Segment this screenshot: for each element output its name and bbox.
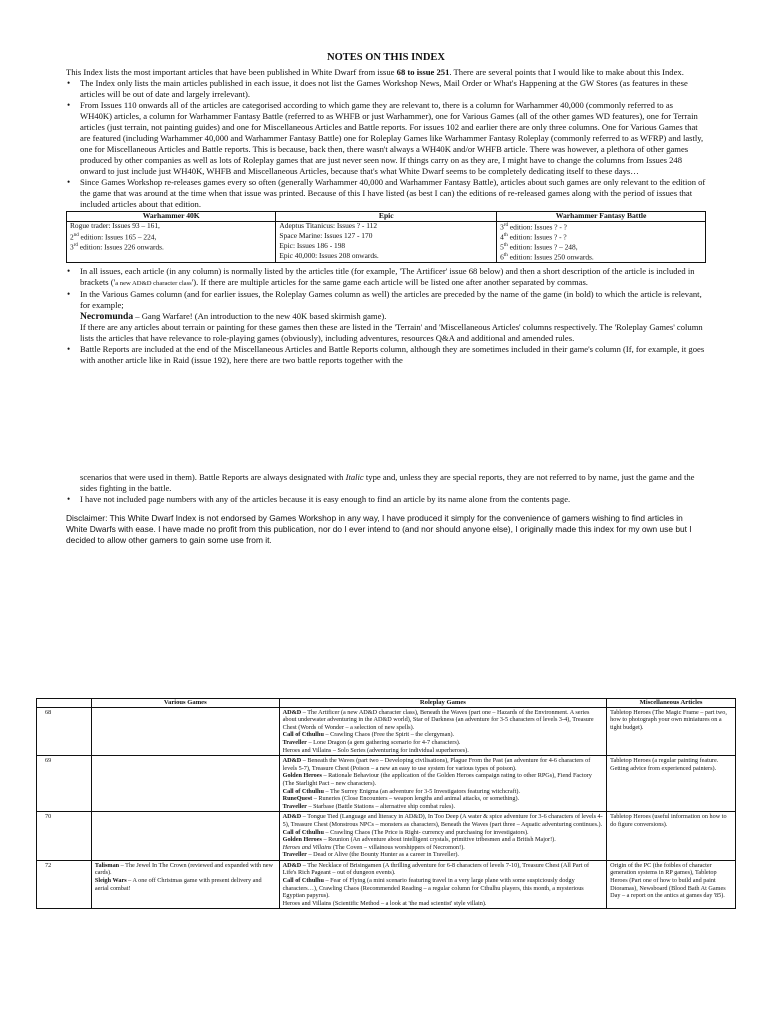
misc-articles: Tabletop Heroes (useful information on how to do figure conversions). — [607, 812, 736, 861]
game-name: Talisman — [94, 861, 120, 869]
edition-ordinal: rd — [73, 242, 78, 248]
bullet-index-scope: • The Index only lists the main articles published in each issue, it does not list the Games Workshop News, Mail Order or What's Happening at the GW Stores (as features in these articles will be out of date and largely irrelevant). — [66, 78, 706, 100]
notes-list-2 — [66, 266, 706, 311]
index-header: Various Games — [91, 699, 279, 708]
editions-row — [67, 221, 706, 232]
misc-articles: Tabletop Heroes (The Magic Frame – part two, how to photograph your own miniatures on a tight budget). — [607, 707, 736, 756]
index-entry: Talisman – The Jewel In The Crown (reviewed and expanded with new cards). — [94, 861, 274, 877]
edition-cell: Epic 40,000: Issues 208 onwards. — [276, 252, 497, 263]
edition-cell: Space Marine: Issues 127 - 170 — [276, 232, 497, 242]
index-table — [36, 698, 736, 909]
intro-paragraph: This Index lists the most important articles that have been published in White Dwarf from issue 68 to issue 251. There are several points that I would like to make about this Index. — [66, 67, 684, 77]
issue-range: 68 to issue 251 — [396, 67, 450, 77]
game-name: Golden Heroes — [282, 836, 322, 844]
index-entry: Sleigh Wars – A one off Christmas game with present delivery and aerial combat! — [94, 877, 262, 892]
bullet-editions: • Since Games Workshop re-releases games every so often (generally Warhammer 40,000 and Warhammer Fantasy Battle), articles about such games are only relevant to the edition of the game that was around at the time when that issue was printed. Because of this I have listed (as best I can) the editions of re-released games along with the period of issues that included articles about that edition. — [66, 177, 706, 210]
index-entry: Golden Heroes – Rationale Behaviour (the application of the Golden Heroes campaign rating to other RPGs), Fiend Factory (The Starlight Pact – new characters). — [282, 772, 592, 787]
game-name: Sleigh Wars — [94, 877, 127, 885]
game-name: Call of Cthulhu — [282, 877, 324, 885]
edition-cell: 3rd edition: Issues 226 onwards. — [67, 242, 276, 252]
edition-ordinal: th — [503, 242, 508, 248]
index-entry: Call of Cthulhu – Crawling Chaos (The Price is Right- currency and purchasing for investigators). — [282, 828, 529, 836]
game-name: Call of Cthulhu — [282, 787, 324, 795]
index-entry: Traveller – Starbase (Battle Stations – alternative ship combat rules). — [282, 802, 456, 810]
index-entry: Traveller – Lone Dragon (a gem gathering scenario for 4-7 characters). — [282, 738, 461, 746]
bullet-page-numbers: • I have not included page numbers with any of the articles because it is easy enough to find an article by its name alone from the contents page. — [66, 494, 706, 505]
game-name: AD&D — [282, 708, 302, 716]
misc-articles: Tabletop Heroes (a regular painting feature. Getting advice from experienced painters). — [607, 756, 736, 812]
edition-cell: 3rd edition: Issues ? - ? — [497, 221, 706, 232]
index-cell — [91, 707, 279, 756]
game-name: Traveller — [282, 802, 307, 810]
table-row — [37, 707, 736, 756]
game-name: Golden Heroes — [282, 772, 322, 780]
index-cell — [279, 707, 606, 756]
game-name: Traveller — [282, 851, 307, 859]
editions-row — [67, 232, 706, 242]
editions-header: Warhammer 40K — [67, 212, 276, 222]
edition-cell: 4th edition: Issues ? - ? — [497, 232, 706, 242]
notes-section — [66, 52, 706, 546]
issue-number: 72 — [37, 860, 92, 909]
index-cell — [91, 756, 279, 812]
table-row — [37, 756, 736, 812]
table-row — [37, 812, 736, 861]
edition-cell: 2nd edition: Issues 165 – 224, — [67, 232, 276, 242]
game-name: AD&D — [282, 757, 302, 765]
index-cell — [279, 756, 606, 812]
edition-cell: 5th edition: Issues ? – 248, — [497, 242, 706, 252]
battle-report-name: Heroes and Villains — [282, 843, 332, 851]
index-header: Roleplay Games — [279, 699, 606, 708]
index-entry: Golden Heroes – Reunion (An adventure about intelligent crystals, primitive tribesmen and a British Major!). — [282, 836, 556, 844]
game-name: AD&D — [282, 861, 302, 869]
index-entry: Call of Cthulhu – Crawling Chaos (Free the Spirit – the clergyman). — [282, 731, 455, 739]
terrain-note: If there are any articles about terrain or painting for these games then these are listed in the 'Terrain' and 'Miscellaneous Articles' columns respectively. The 'Roleplay Games' column lists the articles that have relevance to role-playing games (obviously), including adventures, resources Q&A and additional and amended rules. — [80, 321, 703, 343]
bullet-various-games: • In the Various Games column (and for earlier issues, the Roleplay Games column as well) the articles are preceded by the name of the game (in bold) to which the article is relevant, for example; — [66, 289, 706, 311]
edition-cell: Epic: Issues 186 - 198 — [276, 242, 497, 252]
edition-cell: Rogue trader: Issues 93 – 161, — [67, 221, 276, 232]
index-entry: AD&D – Beneath the Waves (part two – Developing civilisations), Plague From the Past (an adventure for 4-6 characters of levels 5-7), Treasure Chest (Poison – a new an easy to use system for various types of poison). — [282, 757, 591, 772]
index-entry: Heroes and Villains – Solo Series (adventuring for individual superheroes). — [282, 746, 469, 754]
index-entry: AD&D – Tongue Tied (Language and literacy in AD&D), In Too Deep (A water & spice adventure for 3-6 characters of levels 4-5), Treasure Chest (Monstrous NPCs – monsters as characters), Beneath the Waves (part three – Aquatic adventuring continues.). — [282, 813, 603, 828]
editions-header: Epic — [276, 212, 497, 222]
bullet-titles: • In all issues, each article (in any column) is normally listed by the articles title (for example, 'The Artificer' issue 68 below) and then a short description of the article is included in brackets ('a new AD&D character class'). If there are multiple articles for the same game each article will be listed one after another separated by commas. — [66, 266, 706, 289]
issue-number: 69 — [37, 756, 92, 812]
game-name: Call of Cthulhu — [282, 731, 324, 739]
index-header — [37, 699, 92, 708]
game-name: AD&D — [282, 813, 302, 821]
battle-reports-continued: scenarios that were used in them). Battle Reports are always designated with Italic type and, unless they are special reports, they are not referred to by name, just the game and the sides fighting in the battle. — [80, 471, 695, 493]
index-cell — [91, 860, 279, 909]
index-cell — [91, 812, 279, 861]
edition-ordinal: th — [503, 232, 508, 238]
edition-cell: 6th edition: Issues 250 onwards. — [497, 252, 706, 263]
index-cell — [279, 860, 606, 909]
issue-number: 70 — [37, 812, 92, 861]
game-name: RuneQuest — [282, 795, 313, 803]
index-entry: Call of Cthulhu – The Surrey Enigma (an adventure for 3-5 Investigators featuring witchcraft). — [282, 787, 521, 795]
editions-row — [67, 242, 706, 252]
edition-ordinal: nd — [73, 232, 79, 238]
bullet-columns: • From Issues 110 onwards all of the articles are categorised according to which game they are relevant to, there is a column for Warhammer 40,000 (commonly referred to as WH40K) articles, a column for Warhammer Fantasy Battle (referred to as WHFB or just Warhammer), one for Various Games (all of the other games WD features), one for Terrain articles (just terrain, not painting guides) and one for Miscellaneous Articles and Battle reports. For issues 102 and earlier there are only three columns. One for Various Games that are featured (including Warhammer 40,000 and Warhammer Fantasy Battle) one for Roleplay Games like Warhammer Fantasy Roleplay (commonly referred to as WFRP) and lastly, one for Miscellaneous Articles and Battle reports. This is because, back then, there wasn't always a WH40K and/or WHFB article. There was however, a plethora of other games produced by other companies as well as lots of Roleplay games that are just never seen now. If things carry on as they are, I might have to change the columns from Issues 248 onward to just include just WH40K, WHFB and Miscellaneous Articles, because that's what White Dwarf seems to be completely dedicating itself to these days… — [66, 100, 706, 177]
necromunda-example: Necromunda – Gang Warfare! (An introduction to the new 40K based skirmish game). — [80, 310, 387, 322]
editions-table — [66, 211, 706, 263]
edition-cell: Adeptus Titanicus: Issues ? - 112 — [276, 221, 497, 232]
game-name: Traveller — [282, 738, 307, 746]
index-cell — [279, 812, 606, 861]
edition-ordinal: th — [503, 252, 508, 258]
disclaimer: Disclaimer: This White Dwarf Index is not endorsed by Games Workshop in any way, I have produced it simply for the convenience of gamers wishing to find articles in White Dwarfs with ease. I have made no profit from this publication, nor do I ever intend to (and nor should anyone else), I originally made this index for my own use but I decided to allow other gamers to gain some use from it. — [66, 512, 692, 545]
index-entry: Call of Cthulhu – Fear of Flying (a mini scenario featuring travel in a very large plane with some suspiciously dodgy characters…), Crawling Chaos (Recommended Reading – a regular column for Cthulhu players, this month, a mysterious Egyptian papyrus). — [282, 877, 584, 900]
index-entry: Traveller – Dead or Alive (the Bounty Hunter as a career in Traveller). — [282, 851, 459, 859]
index-entry: Heroes and Villains (Scientific Method – a look at 'the mad scientist' style villain). — [282, 899, 487, 907]
notes-list — [66, 78, 706, 210]
page-title: NOTES ON THIS INDEX — [327, 52, 445, 63]
editions-row — [67, 252, 706, 263]
bullet-battle-reports: • Battle Reports are included at the end of the Miscellaneous Articles and Battle Reports column, although they are sometimes included in their game's column (If, for example, it goes with another article like in Raid (issue 192), here there are two battle reports together with the — [66, 344, 706, 366]
edition-ordinal: rd — [503, 222, 509, 228]
index-entry: AD&D – The Necklace of Brisingamen (A thrilling adventure for 6-8 characters of levels 7-10), Treasure Chest (All Part of Life's Rich Pageant – out of dungeon events). — [282, 861, 590, 877]
game-name: Call of Cthulhu — [282, 828, 324, 836]
index-entry: Heroes and Villains (The Coven – villainous worshippers of Necromon!). — [282, 843, 465, 851]
table-row — [37, 860, 736, 909]
index-header: Miscellaneous Articles — [607, 699, 736, 708]
index-entry: AD&D – The Artificer (a new AD&D character class), Beneath the Waves (part one – Hazards of the Environment. A series about underwater adventuring in the AD&D world), Star of Darkness (an adventure for 3-5 characters of levels 3-4), Treasure Chest (Words of Wonder – a selection of new spells). — [282, 708, 594, 731]
misc-articles: Origin of the PC (the foibles of character generation systems in RP games), Tabletop Heroes (Part one of how to build and paint Dioramas), Newsboard (Blood Bath At Games Day – a report on the antics at games day '85). — [607, 860, 736, 909]
issue-number: 68 — [37, 707, 92, 756]
edition-cell — [67, 252, 276, 263]
editions-header: Warhammer Fantasy Battle — [497, 212, 706, 222]
index-entry: RuneQuest – Runeries (Close Encounters – weapon lengths and animal attacks, or something). — [282, 795, 520, 803]
